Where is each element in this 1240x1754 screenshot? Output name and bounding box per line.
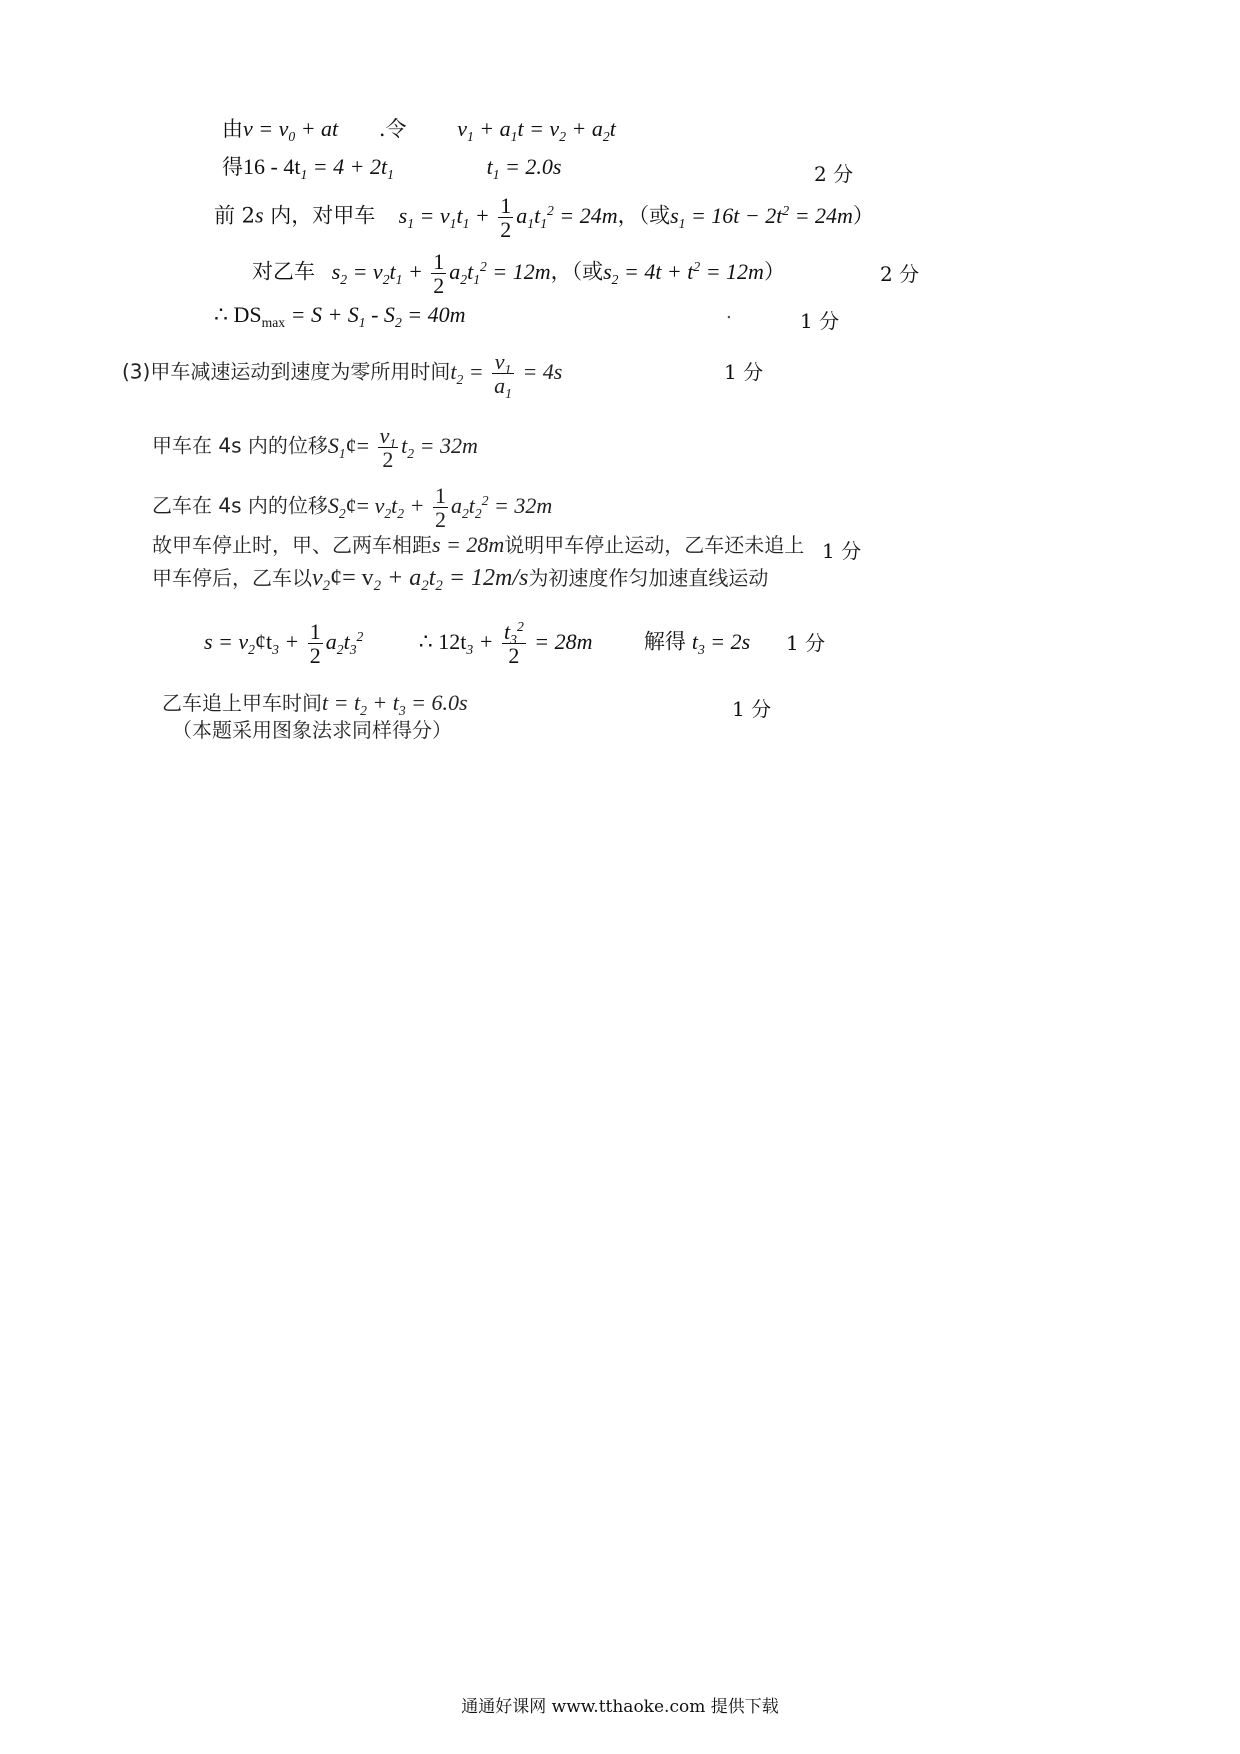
line-yi-acceleration: 甲车停后，乙车以$v_2¢= v_2 + a_2t_2 = 12m/s$为初速度作匀加速直线运动 [152, 565, 769, 595]
eq-s1-prime: $S_1¢=$ $\frac{v_1}{2}$ $t_2 = 32m$ [327, 423, 478, 473]
fraction-t3sq-2: $\frac{t_3^2}{2}$ [504, 618, 524, 669]
eq-solve-t1: $16 - 4t_1 = 4 + 2t_1$ [243, 154, 394, 182]
eq-max-distance: ∴ $DS_{max} = S + S_1 - S_2 = 40m$ [214, 302, 466, 330]
eq-v-formula: $v = v_0$ + at [243, 116, 339, 144]
eq-v2-prime: $v_2¢= v_2 + a_2t_2 = 12m/s$ [312, 565, 529, 595]
fraction-half: $\frac{1}{2}$ [433, 249, 445, 299]
score-line-2: 2 分 [814, 162, 854, 186]
fraction-half: $\frac{1}{2}$ [434, 483, 446, 533]
line-part3-time: (3)甲车减速运动到速度为零所用时间$t_2$ = $\frac{v_1}{a_1}$ = 4s [122, 349, 563, 401]
score-line-6: 1 分 [724, 360, 764, 384]
score-line-11: 1 分 [786, 631, 826, 655]
line-equation-3: 前 2s 内，对甲车 $s_1 = v_1t_1$ + $\frac{1}{2}$ $a_1t_1^2 = 24m$，（或$s_1 = 16t - 2t^2 = 24m$） [214, 193, 874, 243]
stray-dot: . [726, 302, 732, 323]
line-catch-up-equation: $s = v_2¢t_3$ + $\frac{1}{2}$ $a_2t_3^2$ ∴ $12t_3$ + $\frac{t_3^2}{2}$ = 28m 解得 $t_3 = 2s$ [204, 618, 751, 669]
page-footer: 通通好课网 www.tthaoke.com 提供下载 [461, 1697, 779, 1717]
eq-equal-velocity: $v_1 + a_1t = v_2 + a_2t$ [457, 116, 616, 144]
line-equation-4: 对乙车 $s_2 = v_2t_1$ + $\frac{1}{2}$ $a_2t_1^2 = 12m$，（或$s_2 = 4t + t^2 = 12m$） [252, 249, 785, 299]
line-equation-1: 由$v = v_0$ + at .令 $v_1 + a_1t = v_2 + a_2t$ [222, 116, 616, 144]
eq-alt-jia: $s_1 = 16t - 2t^2 = 24m$ [670, 202, 853, 231]
line-yi-displacement: 乙车在 4s 内的位移$S_2¢= v_2t_2$ + $\frac{1}{2}$ $a_2t_2^2 = 32m$ [152, 483, 553, 533]
line-note: （本题采用图象法求同样得分） [172, 718, 452, 742]
eq-t3-value: $t_3 = 2s$ [691, 628, 751, 657]
line-equation-5 [214, 302, 466, 330]
eq-t3-equation: ∴ $12t_3$ + $\frac{t_3^2}{2}$ = 28m [418, 618, 593, 669]
eq-s2-prime: $S_2¢= v_2t_2$ + $\frac{1}{2}$ $a_2t_2^2 = 32m$ [327, 483, 553, 533]
fraction-v1-2: $\frac{v_1}{2}$ [379, 423, 397, 473]
eq-s-28m: s = 28m [432, 532, 505, 557]
eq-t2: $t_2$ = $\frac{v_1}{a_1}$ = 4s [450, 349, 563, 401]
eq-alt-yi: $s_2 = 4t + t^2 = 12m$ [603, 258, 764, 287]
line-distance-statement: 故甲车停止时，甲、乙两车相距s = 28m说明甲车停止运动，乙车还未追上 [152, 532, 805, 557]
fraction-half: $\frac{1}{2}$ [309, 619, 321, 669]
score-line-12: 1 分 [732, 697, 772, 721]
line-catch-up-time: 乙车追上甲车时间$t = t_2 + t_3 = 6.0s$ [162, 690, 468, 718]
eq-t1-value: $t_1 = 2.0s$ [486, 154, 562, 182]
fraction-half: $\frac{1}{2}$ [500, 193, 512, 243]
line-jia-displacement: 甲车在 4s 内的位移$S_1¢=$ $\frac{v_1}{2}$ $t_2 = 32m$ [152, 423, 478, 473]
fraction-v1-a1: $\frac{v_1}{a_1}$ [494, 349, 512, 401]
score-line-4: 2 分 [880, 262, 920, 286]
line-equation-2: 得$16 - 4t_1 = 4 + 2t_1$ $t_1 = 2.0s$ [222, 154, 562, 182]
score-line-5: 1 分 [800, 309, 840, 333]
eq-displacement-yi: $s_2 = v_2t_1$ + $\frac{1}{2}$ $a_2t_1^2 = 12m$ [331, 249, 551, 299]
eq-t-total: $t = t_2 + t_3 = 6.0s$ [322, 690, 468, 718]
eq-s-catch: $s = v_2¢t_3$ + $\frac{1}{2}$ $a_2t_3^2$ [204, 619, 364, 669]
score-line-9: 1 分 [822, 539, 862, 563]
eq-displacement-jia: $s_1 = v_1t_1$ + $\frac{1}{2}$ $a_1t_1^2 = 24m$ [398, 193, 618, 243]
